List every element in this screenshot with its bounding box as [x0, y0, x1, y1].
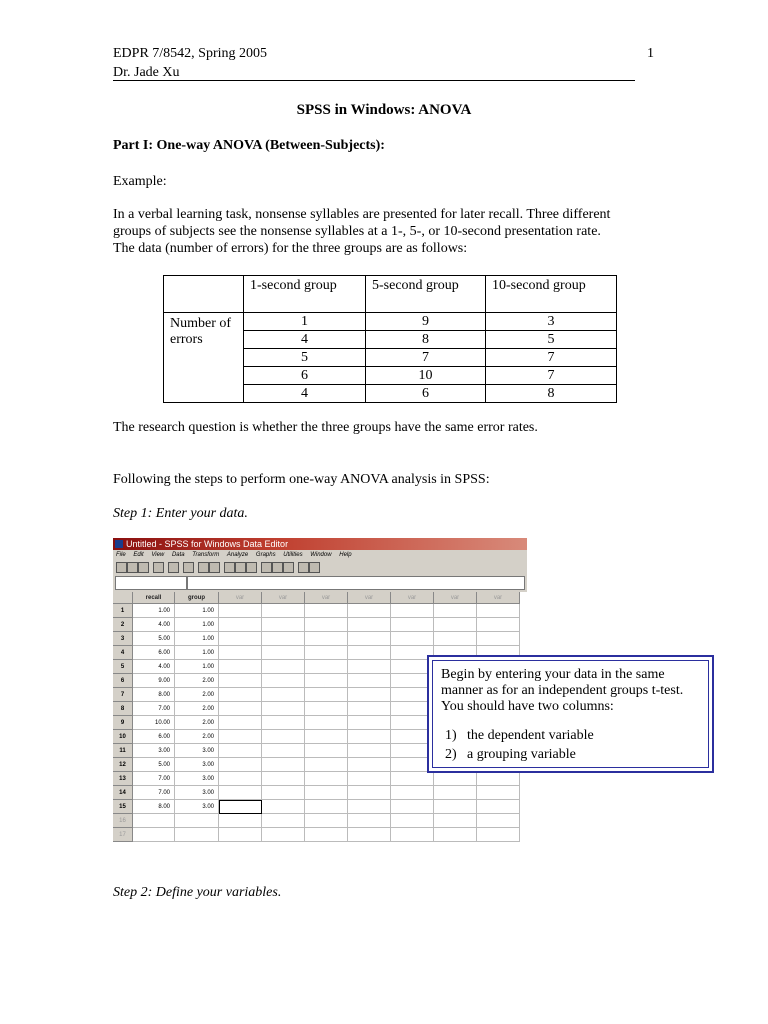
row-header[interactable]: 6: [113, 674, 133, 688]
group-cell[interactable]: 1.00: [175, 646, 219, 660]
row-header[interactable]: 1: [113, 604, 133, 618]
empty-cell[interactable]: [305, 744, 348, 758]
empty-cell[interactable]: [219, 632, 262, 646]
recall-cell[interactable]: 4.00: [133, 660, 175, 674]
empty-cell[interactable]: [477, 632, 520, 646]
dialog-recall-icon[interactable]: [153, 562, 164, 573]
recall-cell[interactable]: 8.00: [133, 688, 175, 702]
spss-title-bar: [113, 538, 527, 550]
empty-cell[interactable]: [262, 730, 305, 744]
empty-cell[interactable]: [262, 632, 305, 646]
table-cell: 7: [486, 349, 617, 367]
row-header[interactable]: 5: [113, 660, 133, 674]
print-icon[interactable]: [138, 562, 149, 573]
group-cell[interactable]: 1.00: [175, 618, 219, 632]
step2-label: Step 2: Define your variables.: [113, 885, 282, 900]
row-header[interactable]: 11: [113, 744, 133, 758]
callout-text: Begin by entering your data in the same manner as for an independent groups t-test. You should have two columns:: [441, 667, 684, 714]
header-author: Dr. Jade Xu: [113, 65, 180, 80]
row-header[interactable]: 3: [113, 632, 133, 646]
empty-cell[interactable]: [262, 618, 305, 632]
column-header-var[interactable]: var: [305, 592, 348, 604]
following-steps: Following the steps to perform one-way ANOVA analysis in SPSS:: [113, 472, 490, 487]
example-label: Example:: [113, 174, 167, 189]
menu-edit[interactable]: Edit: [133, 552, 144, 558]
menu-view[interactable]: View: [151, 552, 165, 558]
table-header-row: [164, 276, 617, 313]
undo-icon[interactable]: [168, 562, 179, 573]
column-header-var[interactable]: var: [477, 592, 520, 604]
recall-cell[interactable]: [133, 828, 175, 842]
empty-cell[interactable]: [219, 660, 262, 674]
row-header[interactable]: 8: [113, 702, 133, 716]
empty-cell[interactable]: [219, 814, 262, 828]
group-cell[interactable]: 2.00: [175, 688, 219, 702]
recall-cell[interactable]: 7.00: [133, 772, 175, 786]
research-question: The research question is whether the three groups have the same error rates.: [113, 420, 538, 435]
table-header: 5-second group: [366, 276, 486, 313]
empty-cell[interactable]: [391, 814, 434, 828]
column-header-var[interactable]: var: [219, 592, 262, 604]
recall-cell[interactable]: 9.00: [133, 674, 175, 688]
menu-transform[interactable]: Transform: [192, 552, 220, 558]
list-item: [445, 745, 594, 764]
cell-editor-input[interactable]: [187, 576, 525, 590]
select-cases-icon[interactable]: [283, 562, 294, 573]
recall-cell[interactable]: 7.00: [133, 786, 175, 800]
recall-cell[interactable]: 8.00: [133, 800, 175, 814]
empty-cell[interactable]: [348, 828, 391, 842]
step1-label: Step 1: Enter your data.: [113, 506, 248, 521]
group-cell[interactable]: 3.00: [175, 800, 219, 814]
spss-app-icon: [115, 540, 123, 548]
callout-list: [445, 726, 594, 764]
intro-line: The data (number of errors) for the three groups are as follows:: [113, 241, 468, 256]
row-header[interactable]: 12: [113, 758, 133, 772]
empty-cell[interactable]: [305, 604, 348, 618]
row-header[interactable]: 13: [113, 772, 133, 786]
recall-cell[interactable]: [133, 814, 175, 828]
use-sets-icon[interactable]: [309, 562, 320, 573]
group-cell[interactable]: 2.00: [175, 716, 219, 730]
empty-cell[interactable]: [305, 618, 348, 632]
split-file-icon[interactable]: [261, 562, 272, 573]
empty-cell[interactable]: [348, 618, 391, 632]
empty-cell[interactable]: [391, 618, 434, 632]
table-cell: 8: [486, 385, 617, 403]
empty-cell[interactable]: [434, 632, 477, 646]
insert-case-icon[interactable]: [235, 562, 246, 573]
empty-cell[interactable]: [434, 814, 477, 828]
empty-cell[interactable]: [262, 800, 305, 814]
recall-cell[interactable]: 6.00: [133, 646, 175, 660]
table-cell: 4: [244, 385, 366, 403]
empty-cell[interactable]: [348, 814, 391, 828]
column-header-var[interactable]: var: [391, 592, 434, 604]
empty-cell[interactable]: [348, 758, 391, 772]
group-cell[interactable]: 3.00: [175, 786, 219, 800]
empty-cell[interactable]: [391, 772, 434, 786]
empty-cell[interactable]: [348, 702, 391, 716]
empty-cell[interactable]: [219, 744, 262, 758]
empty-cell[interactable]: [434, 618, 477, 632]
empty-cell[interactable]: [477, 814, 520, 828]
empty-cell[interactable]: [262, 716, 305, 730]
empty-cell[interactable]: [305, 814, 348, 828]
column-header-recall[interactable]: recall: [133, 592, 175, 604]
empty-cell[interactable]: [262, 744, 305, 758]
empty-cell[interactable]: [477, 618, 520, 632]
table-row: [164, 313, 617, 331]
spss-menu-bar: [113, 550, 527, 560]
empty-cell[interactable]: [219, 688, 262, 702]
row-header[interactable]: 10: [113, 730, 133, 744]
group-cell[interactable]: 1.00: [175, 660, 219, 674]
table-cell: 1: [244, 313, 366, 331]
table-cell: 5: [244, 349, 366, 367]
empty-cell[interactable]: [348, 660, 391, 674]
empty-cell[interactable]: [219, 674, 262, 688]
value-labels-icon[interactable]: [298, 562, 309, 573]
instruction-callout: [427, 655, 714, 773]
empty-cell[interactable]: [262, 604, 305, 618]
row-header[interactable]: 14: [113, 786, 133, 800]
table-cell: 3: [486, 313, 617, 331]
table-cell: 9: [366, 313, 486, 331]
empty-cell[interactable]: [262, 828, 305, 842]
spss-window-title: Untitled - SPSS for Windows Data Editor: [126, 539, 289, 549]
empty-cell[interactable]: [391, 632, 434, 646]
find-icon[interactable]: [224, 562, 235, 573]
cell-reference-box[interactable]: [115, 576, 187, 590]
open-icon[interactable]: [116, 562, 127, 573]
empty-cell[interactable]: [348, 716, 391, 730]
empty-cell[interactable]: [262, 702, 305, 716]
empty-cell[interactable]: [348, 688, 391, 702]
empty-cell[interactable]: [305, 716, 348, 730]
menu-window[interactable]: Window: [310, 552, 332, 558]
empty-cell[interactable]: [262, 688, 305, 702]
group-cell[interactable]: 2.00: [175, 702, 219, 716]
table-cell: 6: [244, 367, 366, 385]
recall-cell[interactable]: 4.00: [133, 618, 175, 632]
empty-cell[interactable]: [348, 604, 391, 618]
empty-cell[interactable]: [348, 730, 391, 744]
page-title: SPSS in Windows: ANOVA: [296, 102, 472, 118]
weight-cases-icon[interactable]: [272, 562, 283, 573]
row-header[interactable]: 15: [113, 800, 133, 814]
recall-cell[interactable]: 6.00: [133, 730, 175, 744]
empty-cell[interactable]: [434, 800, 477, 814]
table-cell: 4: [244, 331, 366, 349]
errors-table: [163, 275, 617, 403]
intro-line: groups of subjects see the nonsense syllables at a 1-, 5-, or 10-second presentation rate.: [113, 224, 601, 239]
list-number: 1): [445, 728, 457, 743]
recall-cell[interactable]: 10.00: [133, 716, 175, 730]
empty-cell[interactable]: [219, 730, 262, 744]
empty-cell[interactable]: [219, 618, 262, 632]
list-label: a grouping variable: [467, 747, 576, 762]
recall-cell[interactable]: 1.00: [133, 604, 175, 618]
empty-cell[interactable]: [391, 786, 434, 800]
group-cell[interactable]: 2.00: [175, 674, 219, 688]
recall-cell[interactable]: 5.00: [133, 632, 175, 646]
empty-cell[interactable]: [219, 604, 262, 618]
empty-cell[interactable]: [219, 828, 262, 842]
menu-help[interactable]: Help: [339, 552, 352, 558]
goto-case-icon[interactable]: [198, 562, 209, 573]
empty-cell[interactable]: [348, 646, 391, 660]
list-number: 2): [445, 747, 457, 762]
table-corner: [164, 276, 244, 313]
empty-cell[interactable]: [477, 604, 520, 618]
empty-cell[interactable]: [434, 772, 477, 786]
part1-heading: Part I: One-way ANOVA (Between-Subjects):: [113, 138, 385, 153]
variables-icon[interactable]: [209, 562, 220, 573]
recall-cell[interactable]: 5.00: [133, 758, 175, 772]
empty-cell[interactable]: [391, 604, 434, 618]
empty-cell[interactable]: [262, 646, 305, 660]
empty-cell[interactable]: [305, 800, 348, 814]
empty-cell[interactable]: [262, 772, 305, 786]
row-header[interactable]: 17: [113, 828, 133, 842]
empty-cell[interactable]: [391, 800, 434, 814]
group-cell[interactable]: 3.00: [175, 744, 219, 758]
empty-cell[interactable]: [305, 646, 348, 660]
group-cell[interactable]: 1.00: [175, 632, 219, 646]
empty-cell[interactable]: [305, 828, 348, 842]
table-header: 1-second group: [244, 276, 366, 313]
empty-cell[interactable]: [477, 786, 520, 800]
empty-cell[interactable]: [348, 786, 391, 800]
column-header-var[interactable]: var: [434, 592, 477, 604]
group-cell[interactable]: 3.00: [175, 772, 219, 786]
spss-toolbar: [113, 561, 527, 574]
empty-cell[interactable]: [219, 786, 262, 800]
empty-cell[interactable]: [262, 674, 305, 688]
row-header[interactable]: 16: [113, 814, 133, 828]
table-cell: 5: [486, 331, 617, 349]
intro-paragraph: [113, 206, 673, 257]
save-icon[interactable]: [127, 562, 138, 573]
list-label: the dependent variable: [467, 728, 594, 743]
intro-line: In a verbal learning task, nonsense syllables are presented for later recall. Three different: [113, 207, 611, 222]
chart-icon[interactable]: [183, 562, 194, 573]
empty-cell[interactable]: [305, 772, 348, 786]
column-header-var[interactable]: var: [348, 592, 391, 604]
menu-utilities[interactable]: Utilities: [283, 552, 303, 558]
empty-cell[interactable]: [262, 758, 305, 772]
menu-graphs[interactable]: Graphs: [255, 552, 276, 558]
page-number: 1: [647, 46, 654, 61]
empty-cell[interactable]: [348, 800, 391, 814]
table-cell: 8: [366, 331, 486, 349]
empty-cell[interactable]: [477, 800, 520, 814]
column-header-group[interactable]: group: [175, 592, 219, 604]
recall-cell[interactable]: 3.00: [133, 744, 175, 758]
empty-cell[interactable]: [434, 828, 477, 842]
empty-cell[interactable]: [305, 758, 348, 772]
insert-variable-icon[interactable]: [246, 562, 257, 573]
menu-data[interactable]: Data: [171, 552, 185, 558]
group-cell[interactable]: [175, 828, 219, 842]
group-cell[interactable]: 1.00: [175, 604, 219, 618]
empty-cell[interactable]: [219, 758, 262, 772]
empty-cell[interactable]: [219, 646, 262, 660]
empty-cell[interactable]: [262, 814, 305, 828]
table-header: 10-second group: [486, 276, 617, 313]
group-cell[interactable]: 3.00: [175, 758, 219, 772]
active-cell-outline: [219, 800, 262, 814]
header-rule: [113, 80, 635, 81]
table-cell: 10: [366, 367, 486, 385]
empty-cell[interactable]: [219, 702, 262, 716]
empty-cell[interactable]: [477, 828, 520, 842]
empty-cell[interactable]: [305, 660, 348, 674]
row-label: [164, 313, 244, 403]
menu-file[interactable]: File: [116, 552, 126, 558]
empty-cell[interactable]: [305, 688, 348, 702]
recall-cell[interactable]: 7.00: [133, 702, 175, 716]
empty-cell[interactable]: [305, 674, 348, 688]
row-header[interactable]: 7: [113, 688, 133, 702]
list-item: [445, 726, 594, 745]
empty-cell[interactable]: [305, 632, 348, 646]
row-header[interactable]: 4: [113, 646, 133, 660]
table-cell: 7: [486, 367, 617, 385]
group-cell[interactable]: 2.00: [175, 730, 219, 744]
empty-cell[interactable]: [477, 772, 520, 786]
empty-cell[interactable]: [305, 702, 348, 716]
empty-cell[interactable]: [434, 786, 477, 800]
group-cell[interactable]: [175, 814, 219, 828]
empty-cell[interactable]: [305, 786, 348, 800]
table-cell: 6: [366, 385, 486, 403]
empty-cell[interactable]: [434, 604, 477, 618]
empty-cell[interactable]: [262, 660, 305, 674]
empty-cell[interactable]: [305, 730, 348, 744]
empty-cell[interactable]: [391, 828, 434, 842]
empty-cell[interactable]: [262, 786, 305, 800]
row-header[interactable]: 2: [113, 618, 133, 632]
table-cell: 7: [366, 349, 486, 367]
empty-cell[interactable]: [348, 674, 391, 688]
row-label-line: errors: [170, 332, 203, 347]
menu-analyze[interactable]: Analyze: [226, 552, 249, 558]
grid-corner: [113, 592, 133, 604]
header-course: EDPR 7/8542, Spring 2005: [113, 46, 268, 61]
row-label-line: Number of: [170, 316, 232, 331]
column-header-var[interactable]: var: [262, 592, 305, 604]
empty-cell[interactable]: [219, 716, 262, 730]
row-header[interactable]: 9: [113, 716, 133, 730]
empty-cell[interactable]: [348, 632, 391, 646]
empty-cell[interactable]: [219, 772, 262, 786]
empty-cell[interactable]: [348, 744, 391, 758]
empty-cell[interactable]: [348, 772, 391, 786]
